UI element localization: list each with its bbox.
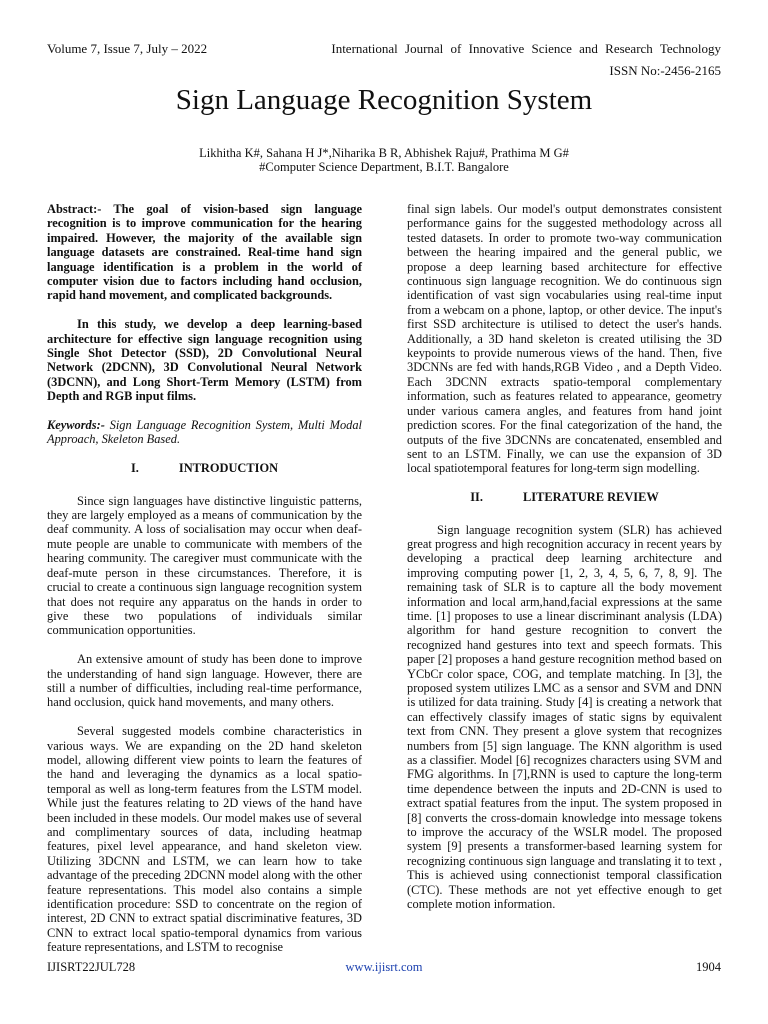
authors: Likhitha K#, Sahana H J*,Niharika B R, Abhishek Raju#, Prathima M G#: [199, 146, 569, 160]
journal-name: International Journal of Innovative Science and Research Technology: [331, 41, 721, 56]
right-column: [407, 202, 722, 926]
keywords-text: Sign Language Recognition System, Multi Modal Approach, Skeleton Based.: [47, 418, 362, 447]
keywords-label: Keywords:-: [47, 418, 105, 433]
paper-title: Sign Language Recognition System: [175, 84, 593, 116]
section-title: LITERATURE REVIEW: [522, 490, 659, 505]
volume-info: Volume 7, Issue 7, July – 2022: [47, 41, 208, 56]
keywords: [47, 418, 362, 447]
intro-paragraph-3: Several suggested models combine characteristics in various ways. We are expanding on the 2D hand skeleton model, allowing different view points to learn the features of the hand and leveraging the dynamics as a local spatio-temporal as well as long-term features from the LSTM model. While just the features relating to 2D views of the hand have been included in these models. Our model makes use of several and complimentary sources of data, including heatmap features, pixel level appearance, and hand skeleton view. Utilizing 3DCNN and LSTM, we can learn how to take advantage of the preceding 2DCNN model along with the other feature representations. This model also contains a simple identification procedure: SSD to concentrate on the region of interest, 2D CNN to extract spatial discriminative features, 3D CNN to extract local spatio-temporal dynamics from various feature representations, and LSTM to recognise: [47, 724, 362, 955]
paper-id: IJISRT22JUL728: [47, 960, 136, 974]
website-link[interactable]: www.ijisrt.com: [345, 960, 423, 974]
abstract-paragraph-2: In this study, we develop a deep learning-based architecture for effective sign language recognition using Single Shot Detector (SSD), 2D Convolutional Neural Network (2DCNN), 3D Convolutional Neural Network (3DCNN), and Long Short-Term Memory (LSTM) from Depth and RGB input films.: [47, 317, 362, 404]
section-number: II.: [470, 490, 483, 505]
section-heading-introduction: [47, 461, 362, 475]
left-column: [47, 202, 362, 969]
section-heading-literature-review: [407, 490, 722, 504]
issn: ISSN No:-2456-2165: [609, 63, 721, 78]
affiliation: #Computer Science Department, B.I.T. Bangalore: [259, 160, 509, 174]
intro-paragraph-1: Since sign languages have distinctive linguistic patterns, they are largely employed as a means of communication by the deaf community. A loss of socialisation may occur when deaf-mute people are unable to communicate with members of the hearing community. The caregiver must communicate with the deaf-mute person in these circumstances. Therefore, it is crucial to create a continuous sign language recognition system that does not require any apparatus on the hands in order to give these two populations of individuals similar communication opportunities.: [47, 493, 362, 638]
abstract-paragraph-1: Abstract:- The goal of vision-based sign language recognition is to improve communication for the hearing impaired. However, the majority of the available sign language datasets are constrained. Real-time hand sign language identification is a problem in the world of computer vision due to factors including hand occlusion, rapid hand movement, and complicated backgrounds.: [47, 202, 362, 303]
literature-paragraph-1: Sign language recognition system (SLR) has achieved great progress and high recognition accuracy in recent years by developing a practical deep learning architecture and improving computing power [1, 2, 3, 4, 5, 6, 7, 8, 9]. The remaining task of SLR is to capture all the body movement information and local arm,hand,facial expressions at the same time. [1] proposes to use a linear discriminant analysis (LDA) algorithm for hand gesture recognition to convert the recognized hand gestures into text and speech formats. This paper [2] proposes a hand gesture recognition method based on YCbCr color space, COG, and template matching. In [3], the proposed system utilizes LMC as a sensor and SVM and DNN is utilized for data training. Study [4] is creating a network that can effectively classify images of static signs by equivalent text from CNN. They present a glove system that recognizes numbers from [5] sign language. The KNN algorithm is used as a classifier. Model [6] recognizes characters using SVM and FMG algorithms. In [7],RNN is used to capture the long-term time dependence between the inputs and 2D-CNN is used to extract spatial features from the input. The system proposed in [8] converts the cross-domain knowledge into message tokens to improve the accuracy of the WSLR model. The proposed system [9] presents a transformer-based learning system for recognizing continuous sign language and translating it to text , This is achieved using connectionist temporal classification (CTC). These methods are not yet effective enough to get complete motion information.: [407, 522, 722, 912]
section-number: I.: [130, 461, 139, 476]
section-title: INTRODUCTION: [178, 461, 279, 476]
intro-paragraph-continued: final sign labels. Our model's output demonstrates consistent performance gains for the suggested methodology across all tested datasets. In order to promote two-way communication between the hearing impaired and the general public, we propose a deep learning based architecture for effective continuous sign language recognition. We do continuous sign identification of vast sign vocabularies using real-time input from a webcam on a phone, laptop, or other device. The input's first SSD architecture is utilised to detect the user's hands. Additionally, a 3D hand skeleton is created utilising the 3D keypoints to provide numerous views of the hand. Then, five 3DCNNs are fed with hands,RGB Video , and a Depth Video. Each 3DCNN extracts spatio-temporal complementary information, such as features related to appearance, geometry under various camera angles, and features from hand joint prediction scores. For the final categorization of the hand, the outputs of the five 3DCNNs are concatenated, ensembled and sent to an LSTM. Finally, we can use the expansion of 3D local spatiotemporal features for long-term sign modelling.: [407, 202, 722, 476]
page-number: 1904: [696, 960, 721, 974]
intro-paragraph-2: An extensive amount of study has been done to improve the understanding of hand sign language. However, there are still a number of difficulties, including real-time performance, hand occlusion, quick hand movements, and many others.: [47, 652, 362, 710]
